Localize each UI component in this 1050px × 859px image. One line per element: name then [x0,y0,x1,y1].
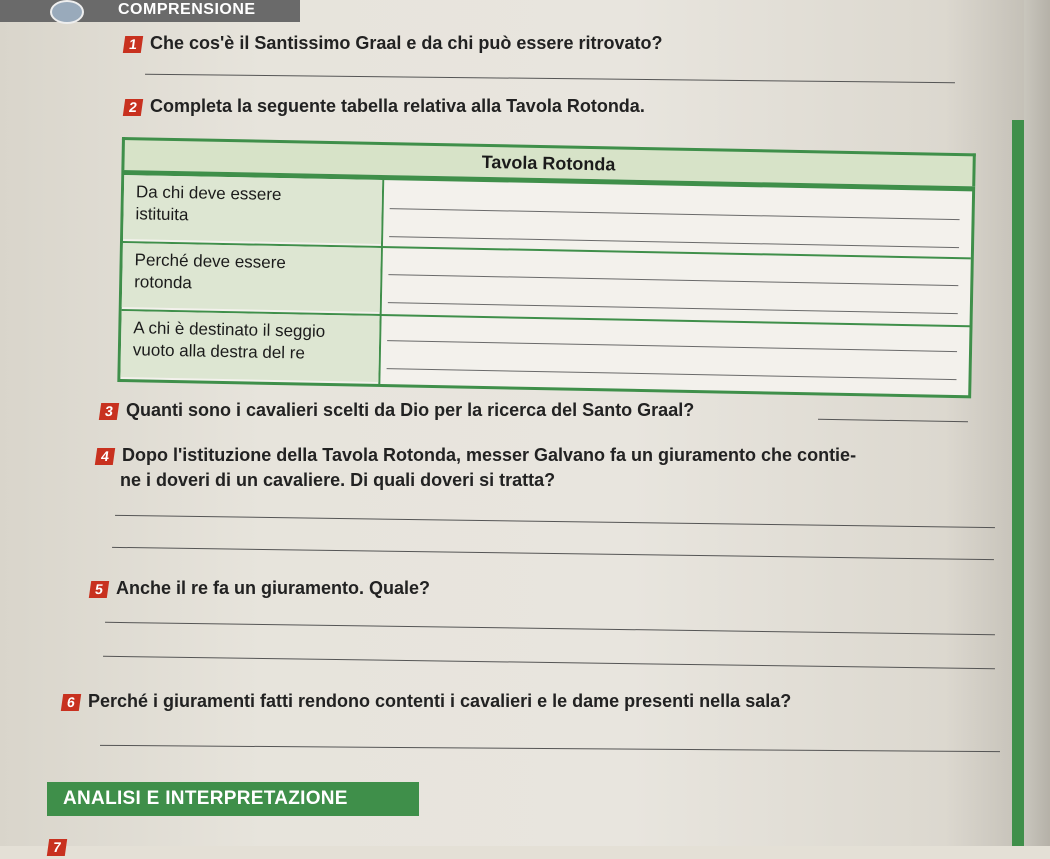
question-text: Quanti sono i cavalieri scelti da Dio per la ricerca del Santo Graal? [126,400,695,420]
row-label-line: Da chi deve essere [135,182,282,205]
question-2 [124,96,645,117]
question-number: 6 [61,694,81,711]
row-label-line: Perché deve essere [134,250,287,273]
answer-line[interactable] [387,340,957,352]
section-title: COMPRENSIONE [118,1,256,18]
question-1 [124,33,662,54]
section-logo-icon [50,0,84,24]
question-number: 1 [123,36,143,53]
question-text: Che cos'è il Santissimo Graal e da chi può essere ritrovato? [150,33,663,53]
next-question-fragment [48,828,74,859]
question-6 [62,691,791,712]
question-text: Dopo l'istituzione della Tavola Rotonda, messer Galvano fa un giuramento che contie- [122,445,857,465]
answer-line[interactable] [387,368,957,380]
question-5 [90,578,430,599]
question-number: 4 [95,448,115,465]
row-label-line: istituita [135,204,189,225]
row-label-line: rotonda [134,272,193,293]
table-title: Tavola Rotonda [121,137,975,186]
section-header-analisi: ANALISI E INTERPRETAZIONE [47,782,419,816]
question-text: ne i doveri di un cavaliere. Di quali doveri si tratta? [120,470,556,490]
answer-line[interactable] [389,236,959,248]
question-text: Perché i giuramenti fatti rendono contenti i cavalieri e le dame presenti nella sala? [88,691,792,711]
answer-line[interactable] [388,274,958,286]
question-number: 2 [123,99,143,116]
row-label [120,311,379,382]
page-edge-green [1012,120,1024,846]
question-3 [100,400,694,421]
tavola-rotonda-table [117,137,971,393]
question-number: 5 [89,581,109,598]
question-number: 3 [99,403,119,420]
table-body [117,170,975,398]
question-text: Anche il re fa un giuramento. Quale? [116,578,431,598]
question-4-continued [120,470,555,491]
answer-line[interactable] [388,302,958,314]
question-text: Completa la seguente tabella relativa alla Tavola Rotonda. [150,96,645,116]
question-number: 7 [47,839,67,856]
answer-line[interactable] [390,208,960,220]
row-label [123,175,382,244]
question-4 [96,445,856,466]
row-label-line: A chi è destinato il seggio [133,318,326,341]
row-label [122,243,381,312]
page-binding-shadow [1024,0,1050,846]
row-label-line: vuoto alla destra del re [132,340,306,363]
